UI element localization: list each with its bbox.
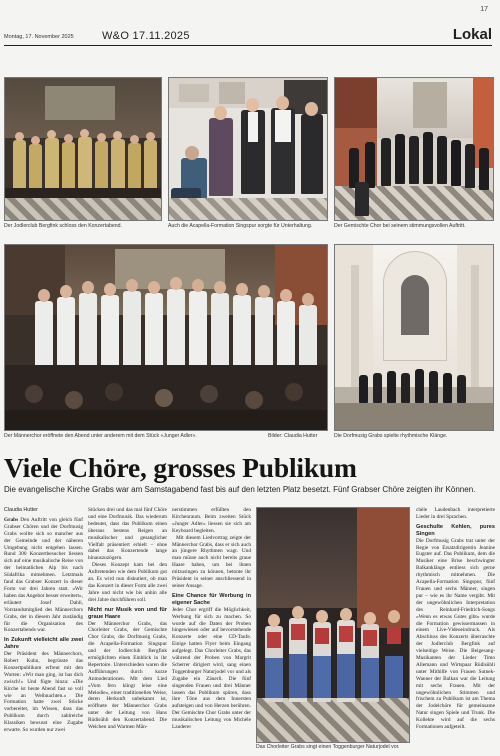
paragraph: Den Auftritt von gleich fünf Grabser Chören und der Dorfmusig Grabs wollte sich so mancher aus der Gemeinde und der näheren Umgebung nicht entgehen lassen. Rund 300 Konzertbesucher liessen sich auf eine musikalische Reise von der heimatlichen Alp bis nach Südafrika mitnehmen. Letztmals fand das Grabser Konzert in dieser Form vor drei Jahren statt. «Wir haben das Angebot besser erweitert», erläutert Josef Dahli, Vorstandsmitglied des Männerchors Grabs, der in diesem Jahr zuständig für die Organisation des Konzertabends war. [4,516,83,634]
paragraph: Dieses Konzept kam bei den Auftretenden wie dem Publikum gut an. Es wird nun diskutiert, ob man das Konzert in dieser Form alle zwei Jahre und nicht wie bis anhin alle drei Jahre durchführen soll. [88,562,167,603]
article-lead: Die evangelische Kirche Grabs war am Samstagabend fast bis auf den letzten Platz besetzt. Fünf Grabser Chöre zeigten ihr Können. [4,485,476,494]
dateline: Grabs [4,516,19,523]
paragraph: Der Männerchor Grabs, das Chorleiter Grabs, der Gemischte Chor Grabs, die Dorfmusig Grabs, die Acapella-Formation Singspur und der Jodlerclub Bergfink ermöglichten einen Einblick in ihr Repertoire. Unterschieden waren die Aufführungen durch kurze Anmoderationen. Mit dem Lied «Vom fern klingt leise eine Melodie», einer traditionellen Weise, deren Herkunft unbekannt ist, eröffnete der Männerchor Grabs unter der Leitung von Hans Rüdisühli den Konzertabend. Die Weichen und Warmen Män- [88,620,167,731]
caption-dorfmusig: Die Dorfmusig Grabs spielte rhythmische Klänge. [334,433,448,439]
section-title: Lokal [452,26,492,43]
article-byline: Claudia Hutter [4,507,38,513]
photo-maennerchor [4,244,328,431]
photo-dorfmusig [334,244,494,431]
paragraph: Die Dorfmusig Grabs trat unter der Regie von Ersatzdirigentin Jeanine Eugster auf. Das Publikum, dem die Musiker eine Brise beschwingter Balkanklänge entliess sich gerne rhythmisch mitnehmen. Die Acapella-Formation Singspur, fünf Frauen und sechs Männer, singen pur – wie es ihr Name vergibt. Mit der ungewöhnlichen Interpretation des Reinhard-Friedrich-Songs «Wenn es etwas Gutes gibt» wurde die Formation gewissermassen in einem Live-Videoeindruck. Als Abschluss des Konzerts überraschte der Jodlerclub Bergfink auf vielseitige Weise. Die Beigesang-Musikanten der Lieder Timo Allemann und Wirtspaar Rüdisühli unter Mithilfe von Frauen Sutnek-Wanner der Balkan war die Leitung mit sechs Frauen. Mit der ungewöhnlichen Stimmen und frischem zu Publikum ist am Thema der Jodelchöre für gemeinsame Natur singen Spiele und Trunk. Die Kollekte wird auf die sechs Formationen aufgeteilt. [416,537,495,731]
photo-credit: Bilder: Claudia Hutter [268,433,318,439]
photo-gemischter-chor [334,77,494,221]
photo-jodlerclub [4,77,162,221]
article-headline: Viele Chöre, grosses Publikum [4,452,357,483]
caption-jodlerclub: Der Jodlerclub Bergfink schloss den Konzertabend. [4,223,122,229]
article-column-2 [88,507,167,752]
caption-chorleiter: Das Chorleiter Grabs singt einen Toggenburger Naturjodel vor. [256,744,400,750]
paragraph: Stücken drei und das mal fünf Chöre und eine Dorfmusik. Das wiederum bedeutet, dass das Publikum einen überaus bestens Reigen an musikalischer und gesanglicher Vielfalt präsentiert erhielt – ohne dabei das Konzertende lange hinauszuzögern. [88,507,167,562]
caption-maennerchor: Der Männerchor eröffnete den Abend unter anderem mit dem Stück «Junger Adler». [4,433,197,439]
subheading: In Zukunft vielleicht alle zwei Jahre [4,637,83,651]
paragraph: nerstimmen erfüllten den Kirchenraum. Beim zweiten Stück «Junger Adler» liessen sie sich am Keyboard begleiten. [172,507,251,534]
header-date: Montag, 17. November 2025 [4,34,74,40]
article-column-1 [4,507,83,752]
caption-singspur: Auch die Acapella-Formation Singspur sorgte für Unterhaltung. [168,223,313,229]
subheading: Eine Chance für Werbung in eigener Sache [172,592,251,606]
page-number: 17 [480,6,488,13]
paragraph: Jeder Chor ergriff die Möglichkeit, Werbung für sich zu machen. So wurde auf die Daten der Proben hingewiesen oder auf bevorstehende Konzerte oder eine CD-Taufe. Einige hatten Flyer beim Eingang aufgelegt. Das Chorleiter Grabs, das während der Proben von Margrit Scherrer dirigiert wird, sang einen Toggenburger Naturjodel vor und als Zugabe ein Zäuerli. Die fünf singenden Frauen und drei Männer lassen das Publikum spüren, dass ihre Töne aus dem Innersten aufsteigen und von Herzen berühren. Der Gemischte Chor Grabs unter der musikalischen Leitung von Michèle Lauderer [172,606,251,731]
article-column-6 [416,507,495,752]
photo-singspur [168,77,328,221]
paragraph: chèle Laudenbach interpretierte Lieder in drei Sprachen. [416,507,495,520]
subheading: Nicht nur Musik von und für graue Haare [88,606,167,620]
subheading: Geschulte Kehlen, pures Singen [416,523,495,537]
article-column-3 [172,507,251,752]
paragraph: Mit diesem Liedvortrag zeigte der Männerchor Grabs, dass er sich auch an jüngere Rhythmen wagt. Und man müsse auch nicht bereits graue Haare haben, um bei ihnen mitzusingen zu können, betonte ihr Präsident in seiner anschliessend in seiner Ansage. [172,534,251,589]
caption-gemischter-chor: Der Gemischte Chor bei seinem stimmungsvollen Auftritt. [334,223,466,229]
paper-name: W&O 17.11.2025 [102,30,190,42]
page-header [4,20,492,46]
paragraph: Der Präsident des Männerchors, Robert Kuhn, begrüsste das Konzertpublikum erfreut mit den Worten: «Wir man ging, ist bas dich zwisch!» Und fügte hinzu: «Die Kirche ist heute Abend fast so voll wie an Weihnachten.» Die Formation hatte zwei Stücke vorbereitet, im Wissen, dass das Publikum durch zahlreiche Klassiken bewusst eine Zugabe erwarte. So wurden nur zwei [4,651,83,734]
photo-chorleiter [256,507,410,743]
